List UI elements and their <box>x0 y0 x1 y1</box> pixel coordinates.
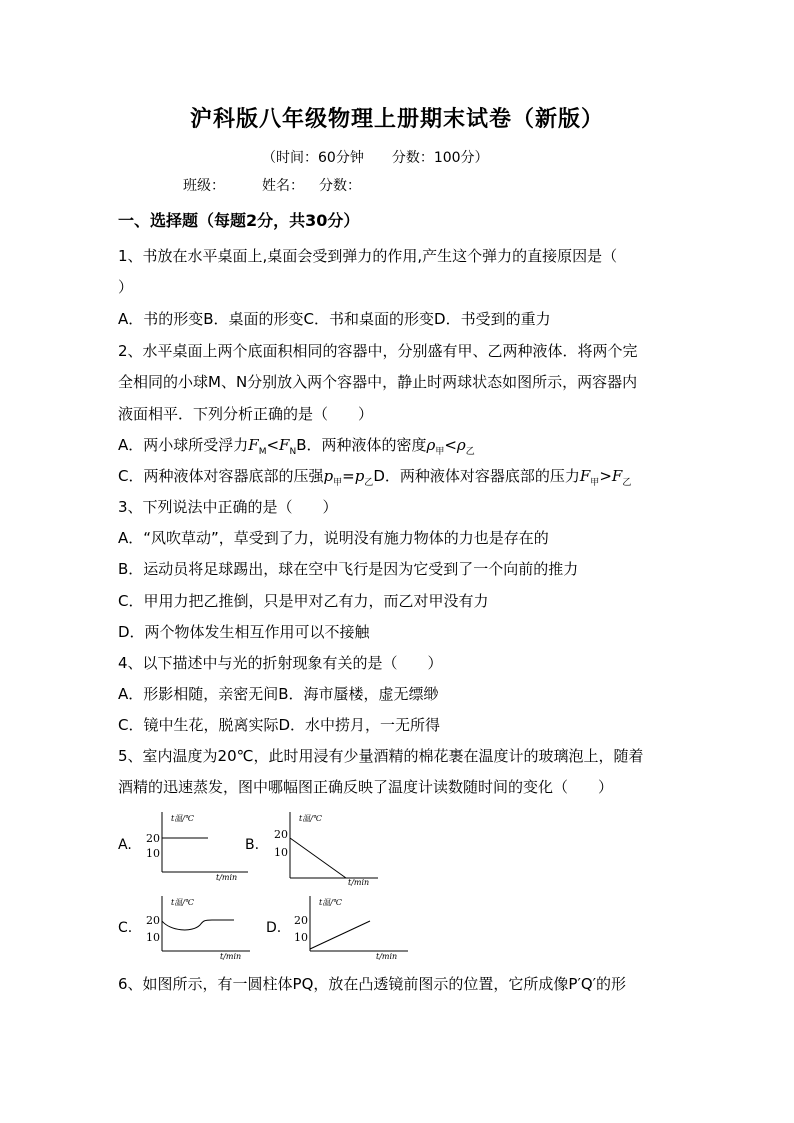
q4-options-cd: C．镜中生花，脱离实际D．水中捞月，一无所得 <box>118 716 441 734</box>
class-label: 班级： <box>183 178 225 194</box>
q1-stem: 1、书放在水平桌面上,桌面会受到弹力的作用,产生这个弹力的直接原因是（ <box>118 247 618 265</box>
q3-option-c: C．甲用力把乙推倒，只是甲对乙有力，而乙对甲没有力 <box>118 592 489 610</box>
graph-c-tick-20: 20 <box>146 914 160 927</box>
graph-a-xlabel: t/min <box>216 873 238 882</box>
page-title: 沪科版八年级物理上册期末试卷（新版） <box>189 106 604 132</box>
q4-stem: 4、以下描述中与光的折射现象有关的是（ ） <box>118 654 443 672</box>
q3-option-b: B．运动员将足球踢出，球在空中飞行是因为它受到了一个向前的推力 <box>118 560 579 578</box>
graph-d-ylabel: t温/℃ <box>319 898 342 907</box>
graph-b-curve <box>290 838 346 878</box>
q2-options-cd: C．两种液体对容器底部的压强$p_甲=p_乙D$．两种液体对容器底部的压力$F_甲>F_乙$ <box>118 467 632 488</box>
graph-d-tick-20: 20 <box>294 914 308 927</box>
q5-line1: 5、室内温度为20℃，此时用浸有少量酒精的棉花裹在温度计的玻璃泡上，随着 <box>118 747 644 765</box>
graph-b-ylabel: t温/℃ <box>299 814 322 823</box>
q5-line2: 酒精的迅速蒸发，图中哪幅图正确反映了温度计读数随时间的变化（ ） <box>118 778 614 796</box>
q2-options-ab: A．两小球所受浮力$F_M<F_NB$．两种液体的密度$\rho_甲<\rho_乙$ <box>118 436 475 457</box>
graph-d <box>288 893 412 963</box>
q2-option-d: D．两种液体对容器底部的压力 <box>373 467 580 485</box>
graph-a-label: A. <box>118 837 132 853</box>
q2-line3: 液面相平．下列分析正确的是（ ） <box>118 405 374 423</box>
q2-option-b: B．两种液体的密度 <box>296 436 427 454</box>
q2-line1: 2、水平桌面上两个底面积相同的容器中，分别盛有甲、乙两种液体．将两个完 <box>118 342 638 360</box>
graph-a-ylabel: t温/℃ <box>171 814 194 823</box>
graph-c-ylabel: t温/℃ <box>171 898 194 907</box>
exam-time-score: （时间：60分钟 分数：100分） <box>262 150 489 166</box>
graph-d-tick-10: 10 <box>294 931 308 944</box>
graph-d-label: D. <box>266 920 282 936</box>
graph-c-curve <box>162 920 234 930</box>
q6-line1: 6、如图所示，有一圆柱体PQ，放在凸透镜前图示的位置，它所成像P′Q′的形 <box>118 975 627 993</box>
graph-a-tick-10: 10 <box>146 847 160 860</box>
q4-options-ab: A．形影相随，亲密无间B．海市蜃楼，虚无缥缈 <box>118 685 439 703</box>
graph-c-tick-10: 10 <box>146 931 160 944</box>
q3-option-d: D．两个物体发生相互作用可以不接触 <box>118 623 370 641</box>
graph-b <box>268 808 380 886</box>
graph-d-curve <box>310 921 370 949</box>
section-heading: 一、选择题（每题2分，共30分） <box>118 211 360 230</box>
graph-b-xlabel: t/min <box>348 878 370 887</box>
q1-options: A．书的形变B．桌面的形变C．书和桌面的形变D．书受到的重力 <box>118 310 551 328</box>
graph-a <box>140 808 250 880</box>
graph-c-label: C. <box>118 920 133 936</box>
graph-c <box>140 893 252 963</box>
graph-b-tick-10: 10 <box>274 846 288 859</box>
graph-c-xlabel: t/min <box>220 952 242 961</box>
q2-line2: 全相同的小球M、N分别放入两个容器中，静止时两球状态如图所示，两容器内 <box>118 373 638 391</box>
graph-d-xlabel: t/min <box>376 952 398 961</box>
q3-option-a: A．“风吹草动”，草受到了力，说明没有施力物体的力也是存在的 <box>118 529 549 547</box>
graph-a-tick-20: 20 <box>146 832 160 845</box>
score-label: 分数： <box>319 178 361 194</box>
q1-stem-end: ） <box>118 278 134 296</box>
graph-b-label: B. <box>245 837 260 853</box>
q2-option-c: C．两种液体对容器底部的压强 <box>118 467 324 485</box>
q2-option-a: A．两小球所受浮力 <box>118 436 249 454</box>
q3-stem: 3、下列说法中正确的是（ ） <box>118 498 338 516</box>
graph-b-tick-20: 20 <box>274 828 288 841</box>
name-label: 姓名： <box>262 178 304 194</box>
